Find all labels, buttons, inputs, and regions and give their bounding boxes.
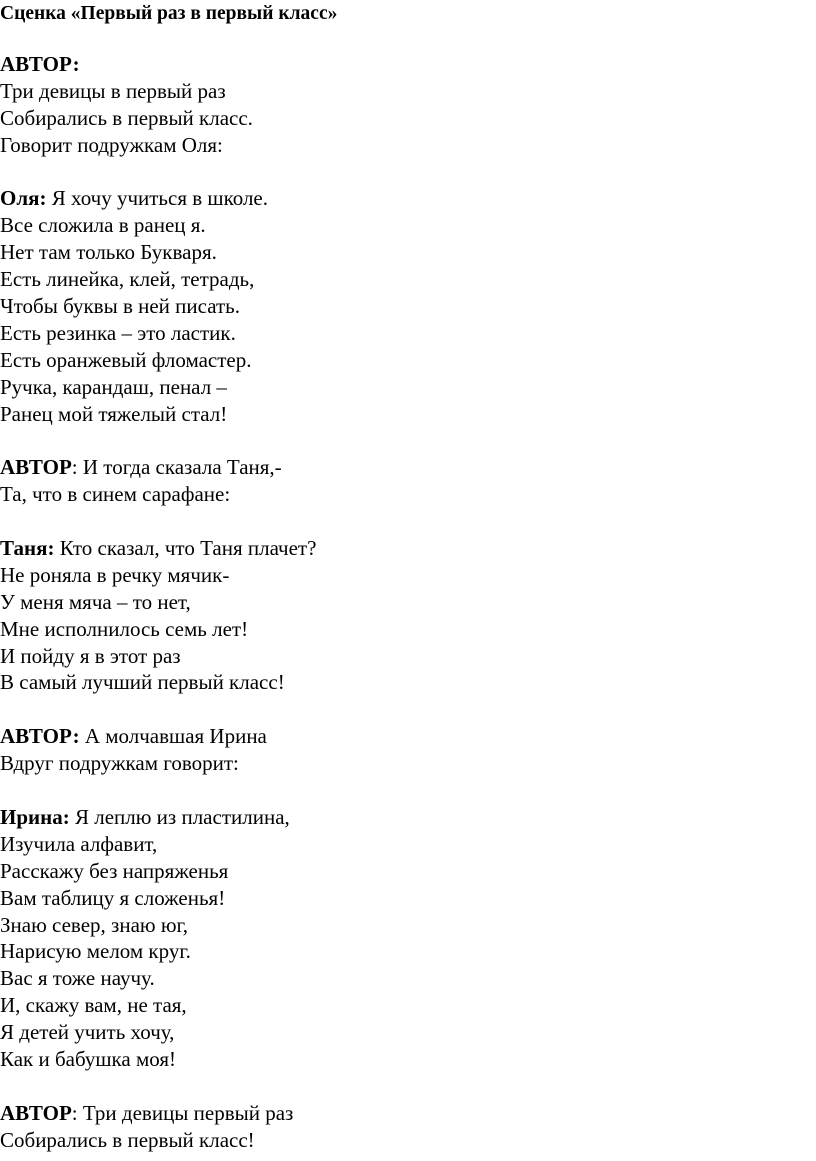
verse-line: В самый лучший первый класс! — [0, 670, 285, 695]
speaker-name: АВТОР — [0, 1100, 72, 1125]
speaker-name: АВТОР — [0, 455, 72, 480]
verse-line: Я хочу учиться в школе. — [51, 186, 268, 211]
stanza — [0, 804, 800, 1073]
verse-line: Вдруг подружкам говорит: — [0, 751, 239, 776]
speaker-line — [0, 51, 800, 78]
speaker-name: Ирина: — [0, 804, 70, 829]
speaker-line — [0, 1100, 800, 1127]
speaker-name: АВТОР: — [0, 52, 80, 76]
verse-line: Вас я тоже научу. — [0, 966, 155, 991]
verse-line: Знаю север, знаю юг, — [0, 912, 189, 937]
stanza — [0, 185, 800, 427]
verse-line: Вам таблицу я сложенья! — [0, 885, 226, 910]
verse-line: А молчавшая Ирина — [84, 724, 267, 749]
verse-line: Нет там только Букваря. — [0, 240, 217, 265]
speaker-line — [0, 723, 800, 750]
speaker-name: Оля: — [0, 186, 47, 211]
speaker-line — [0, 804, 800, 831]
stanza — [0, 454, 800, 508]
verse-line: Собирались в первый класс! — [0, 1127, 255, 1152]
speaker-name: АВТОР: — [0, 724, 80, 749]
verse-line: Ранец мой тяжелый стал! — [0, 401, 228, 426]
verse-line: Нарисую мелом круг. — [0, 939, 191, 964]
verse-line: И тогда сказала Таня,- — [82, 455, 282, 480]
verse-line: Не роняла в речку мячик- — [0, 562, 230, 587]
speaker-line — [0, 535, 800, 562]
verse-line: И пойду я в этот раз — [0, 643, 181, 668]
verse-line: Как и бабушка моя! — [0, 1046, 177, 1071]
verse-line: Чтобы буквы в ней писать. — [0, 294, 241, 319]
speaker-separator: : — [71, 455, 83, 480]
verse-line: Та, что в синем сарафане: — [0, 482, 231, 507]
verse-line: Говорит подружкам Оля: — [0, 132, 223, 157]
verse-line: Три девицы в первый раз — [0, 78, 226, 103]
verse-line: Есть резинка – это ластик. — [0, 320, 236, 345]
verse-line: И, скажу вам, не тая, — [0, 993, 187, 1018]
script-body — [0, 51, 800, 1154]
verse-line: Собирались в первый класс. — [0, 105, 253, 130]
verse-line: У меня мяча – то нет, — [0, 589, 191, 614]
verse-line: Мне исполнилось семь лет! — [0, 616, 249, 641]
stanza — [0, 535, 800, 696]
verse-line: Все сложила в ранец я. — [0, 213, 206, 238]
stanza — [0, 51, 800, 159]
verse-line: Есть оранжевый фломастер. — [0, 347, 252, 372]
verse-line: Есть линейка, клей, тетрадь, — [0, 267, 255, 292]
verse-line: Три девицы первый раз — [82, 1100, 294, 1125]
verse-line: Расскажу без напряженья — [0, 858, 229, 883]
speaker-line — [0, 185, 800, 212]
verse-line: Я леплю из пластилина, — [74, 804, 290, 829]
speaker-name: Таня: — [0, 536, 55, 561]
speaker-line — [0, 454, 800, 481]
stanza — [0, 723, 800, 777]
stanza — [0, 1100, 800, 1154]
verse-line: Ручка, карандаш, пенал – — [0, 374, 227, 399]
document-title: Сценка «Первый раз в первый класс» — [0, 3, 338, 24]
verse-line: Изучила алфавит, — [0, 831, 158, 856]
verse-line: Я детей учить хочу, — [0, 1020, 175, 1045]
verse-line: Кто сказал, что Таня плачет? — [59, 536, 317, 561]
speaker-separator: : — [71, 1100, 83, 1125]
